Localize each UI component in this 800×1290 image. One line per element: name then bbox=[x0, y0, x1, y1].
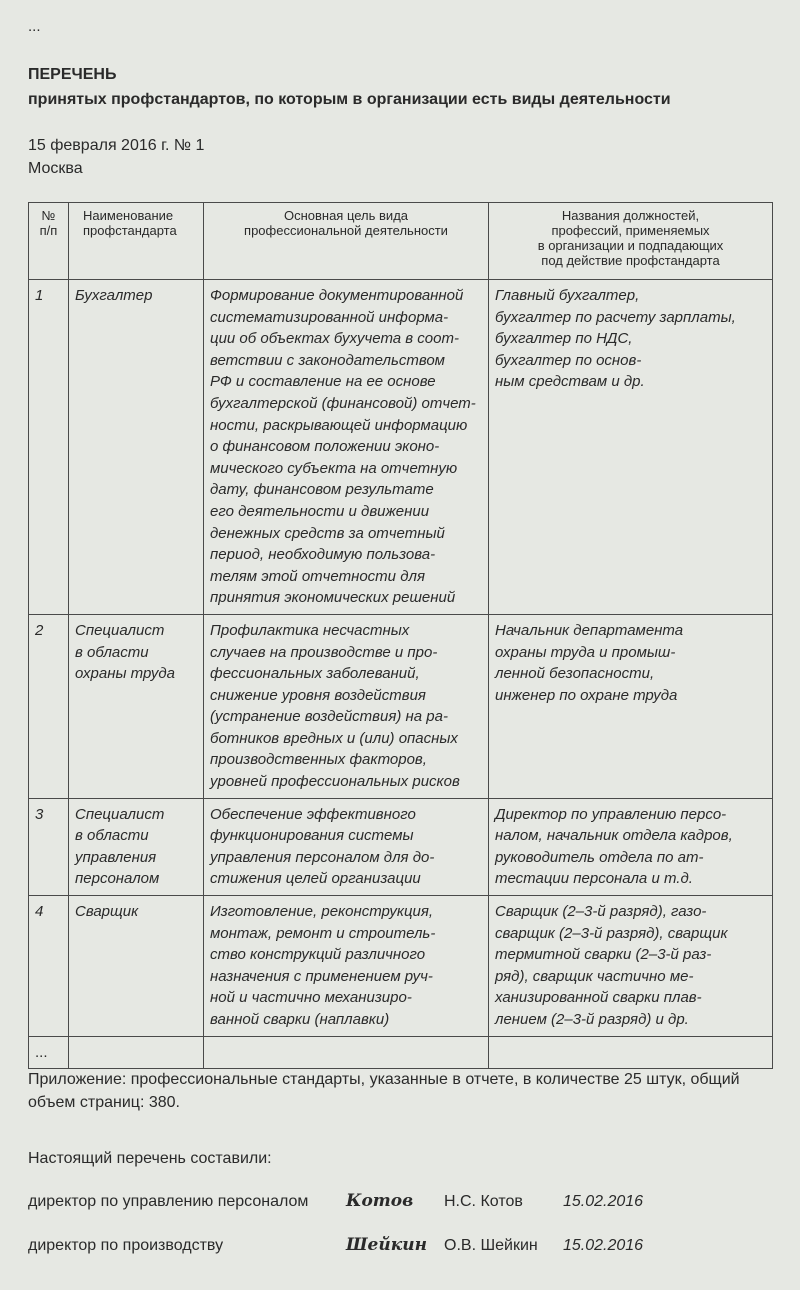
table-header-row bbox=[29, 203, 773, 280]
row-name: Специалист в области охраны труда bbox=[69, 614, 204, 798]
header-positions: Названия должностей, профессий, применяемых в организации и подпадающих под действие профстандарта bbox=[489, 203, 773, 280]
standards-table bbox=[28, 202, 773, 1069]
table-row bbox=[29, 1036, 773, 1069]
header-num: № п/п bbox=[29, 203, 69, 280]
appendix-note: Приложение: профессиональные стандарты, указанные в отчете, в количестве 25 штук, общий объем страниц: 380. bbox=[28, 1071, 740, 1111]
row-name bbox=[69, 1036, 204, 1069]
handwritten-signature: Шейкин bbox=[346, 1235, 427, 1255]
table-row bbox=[29, 614, 773, 798]
signer-title: директор по производству bbox=[28, 1237, 224, 1254]
document-title bbox=[28, 62, 671, 112]
row-goal: Профилактика несчастных случаев на производстве и про- фессиональных заболеваний, снижение уровня воздействия (устранение воздействия) на ра- ботников вредных и (или) опасных производственных факторов, уровней профессиональных рисков bbox=[204, 614, 489, 798]
row-num: 3 bbox=[29, 798, 69, 895]
table-row bbox=[29, 798, 773, 895]
header-name: Наименование профстандарта bbox=[69, 203, 204, 280]
signer-name: О.В. Шейкин bbox=[444, 1237, 538, 1254]
document-meta bbox=[28, 134, 204, 180]
row-num: 1 bbox=[29, 280, 69, 615]
row-positions: Сварщик (2–3-й разряд), газо- сварщик (2–3-й разряд), сварщик термитной сварки (2–3-й раз- ряд), сварщик частично ме- ханизированной сварки плав- лением (2–3-й разряд) и др. bbox=[489, 896, 773, 1037]
row-name: Сварщик bbox=[69, 896, 204, 1037]
date-number: 15 февраля 2016 г. № 1 bbox=[28, 137, 205, 154]
city: Москва bbox=[28, 160, 83, 177]
header-goal: Основная цель вида профессиональной деятельности bbox=[204, 203, 489, 280]
signature-date: 15.02.2016 bbox=[563, 1193, 644, 1210]
row-num: 4 bbox=[29, 896, 69, 1037]
signer-name: Н.С. Котов bbox=[444, 1193, 523, 1210]
row-positions: Главный бухгалтер, бухгалтер по расчету зарплаты, бухгалтер по НДС, бухгалтер по основ- ным средствам и др. bbox=[489, 280, 773, 615]
row-goal bbox=[204, 1036, 489, 1069]
title-line-2: принятых профстандартов, по которым в организации есть виды деятельности bbox=[28, 91, 671, 108]
top-ellipsis: ... bbox=[28, 18, 41, 35]
title-line-1: ПЕРЕЧЕНЬ bbox=[28, 66, 117, 83]
signature-date: 15.02.2016 bbox=[563, 1237, 644, 1254]
table-row bbox=[29, 896, 773, 1037]
handwritten-signature: Котов bbox=[346, 1191, 414, 1211]
table-row bbox=[29, 280, 773, 615]
row-name: Специалист в области управления персоналом bbox=[69, 798, 204, 895]
composed-label: Настоящий перечень составили: bbox=[28, 1150, 272, 1167]
row-positions: Начальник департамента охраны труда и промыш- ленной безопасности, инженер по охране труда bbox=[489, 614, 773, 798]
signature-row bbox=[28, 1237, 772, 1261]
row-goal: Изготовление, реконструкция, монтаж, ремонт и строитель- ство конструкций различного назначения с применением руч- ной и частично механизиро- ванной сварки (наплавки) bbox=[204, 896, 489, 1037]
signer-title: директор по управлению персоналом bbox=[28, 1193, 309, 1210]
row-num: 2 bbox=[29, 614, 69, 798]
row-positions: Директор по управлению персо- налом, начальник отдела кадров, руководитель отдела по ат- тестации персонала и т.д. bbox=[489, 798, 773, 895]
signature-row bbox=[28, 1193, 772, 1217]
row-positions bbox=[489, 1036, 773, 1069]
row-name: Бухгалтер bbox=[69, 280, 204, 615]
row-goal: Формирование документированной систематизированной информа- ции об объектах бухучета в соот- ветствии с законодательством РФ и составление на ее основе бухгалтерской (финансовой) отчет- ности, раскрывающей информацию о финансовом положении эконо- мического субъекта на отчетную дату, финансовом результате его деятельности и движении денежных средств за отчетный период, необходимую пользова- телям этой отчетности для принятия экономических решений bbox=[204, 280, 489, 615]
row-num: ... bbox=[29, 1036, 69, 1069]
row-goal: Обеспечение эффективного функционирования системы управления персоналом для до- стижения целей организации bbox=[204, 798, 489, 895]
